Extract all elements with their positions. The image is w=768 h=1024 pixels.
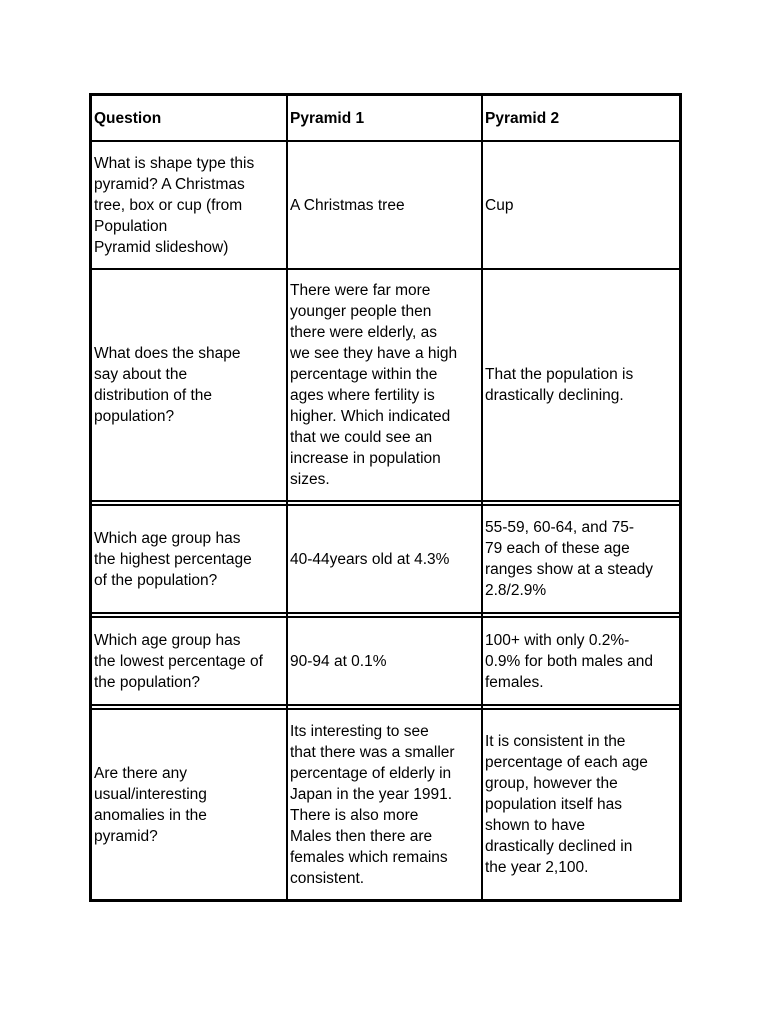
header-question: Question — [91, 95, 287, 141]
header-pyramid-2: Pyramid 2 — [482, 95, 680, 141]
question-cell: What does the shape say about the distribution of the population? — [91, 269, 287, 501]
pyramid-1-cell: 40-44years old at 4.3% — [287, 505, 482, 613]
table-row — [91, 269, 680, 501]
table-header-row — [91, 95, 680, 141]
table-row — [91, 141, 680, 269]
pyramid-2-cell: 100+ with only 0.2%- 0.9% for both males and females. — [482, 617, 680, 705]
pyramid-1-cell: Its interesting to see that there was a smaller percentage of elderly in Japan in the year 1991. There is also more Males then there are females which remains consistent. — [287, 709, 482, 900]
table-row — [91, 709, 680, 900]
comparison-table — [89, 93, 682, 902]
pyramid-2-cell: That the population is drastically declining. — [482, 269, 680, 501]
table-row — [91, 505, 680, 613]
pyramid-1-cell: 90-94 at 0.1% — [287, 617, 482, 705]
question-cell: Which age group has the lowest percentage of the population? — [91, 617, 287, 705]
header-pyramid-1: Pyramid 1 — [287, 95, 482, 141]
table-row — [91, 617, 680, 705]
pyramid-1-cell: There were far more younger people then there were elderly, as we see they have a high percentage within the ages where fertility is higher. Which indicated that we could see an increase in population sizes. — [287, 269, 482, 501]
question-cell: Are there any usual/interesting anomalies in the pyramid? — [91, 709, 287, 900]
pyramid-1-cell: A Christmas tree — [287, 141, 482, 269]
question-cell: Which age group has the highest percentage of the population? — [91, 505, 287, 613]
question-cell: What is shape type this pyramid? A Christmas tree, box or cup (from Population Pyramid slideshow) — [91, 141, 287, 269]
pyramid-2-cell: 55-59, 60-64, and 75- 79 each of these age ranges show at a steady 2.8/2.9% — [482, 505, 680, 613]
pyramid-2-cell: It is consistent in the percentage of each age group, however the population itself has shown to have drastically declined in the year 2,100. — [482, 709, 680, 900]
pyramid-2-cell: Cup — [482, 141, 680, 269]
